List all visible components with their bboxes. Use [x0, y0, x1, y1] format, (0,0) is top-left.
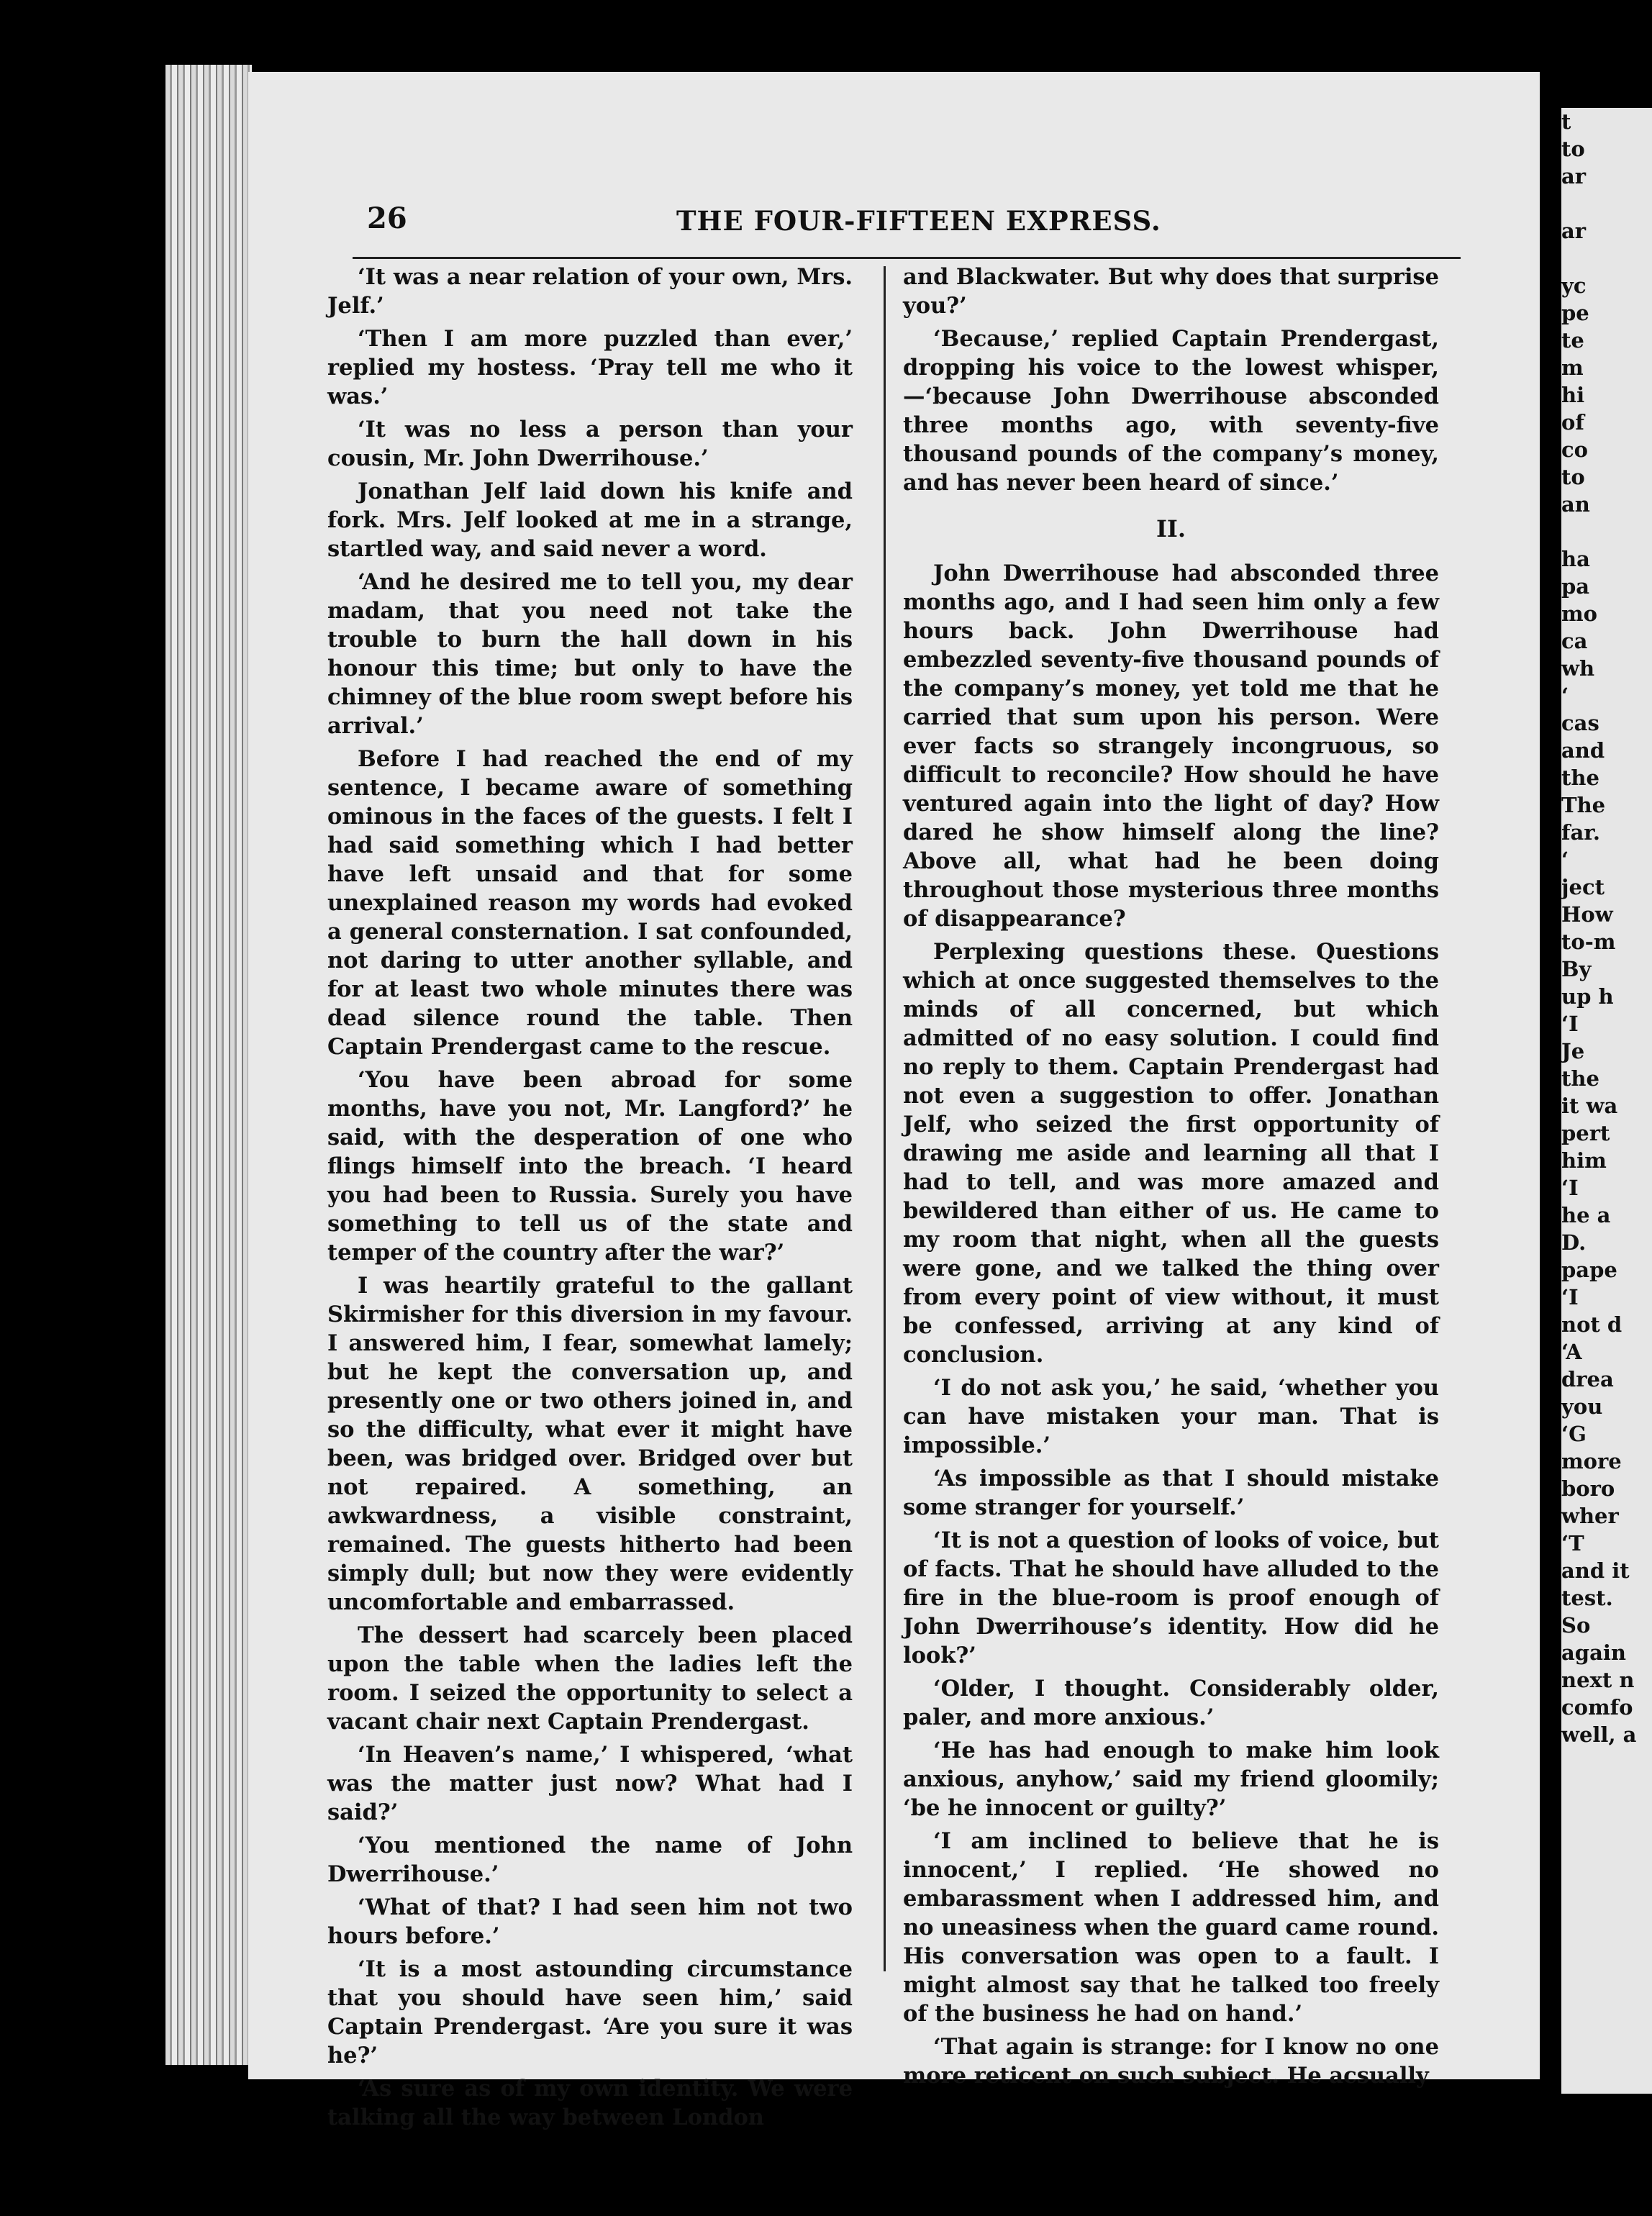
facing-page-fragment: and it: [1561, 1558, 1630, 1583]
facing-page-fragment: m: [1561, 355, 1584, 380]
header-rule: [353, 257, 1461, 259]
paragraph: ‘It is a most astounding circumstance that you should have seen him,’ said Captain Prendergast. ‘Are you sure it was he?’: [327, 1956, 853, 2069]
facing-page-fragment: yc: [1561, 273, 1587, 298]
facing-page-fragment: cas: [1561, 711, 1599, 735]
page-edges: [165, 65, 252, 2065]
facing-page-fragment: The: [1561, 793, 1606, 817]
right-column: [903, 263, 1439, 2094]
facing-page-fragment: ‘A: [1561, 1340, 1582, 1364]
paragraph: ‘It was a near relation of your own, Mrs. Jelf.’: [327, 264, 853, 319]
facing-page-fragment: By: [1561, 957, 1592, 981]
facing-page-fragment: up h: [1561, 984, 1614, 1009]
paragraph: Jonathan Jelf laid down his knife and fork. Mrs. Jelf looked at me in a strange, startled way, and said never a word.: [327, 478, 853, 562]
facing-page-fragment: to: [1561, 465, 1585, 489]
left-column: [327, 263, 853, 2136]
facing-page-fragment: to: [1561, 137, 1585, 161]
facing-page-fragment: ca: [1561, 629, 1588, 653]
facing-page-fragment: t: [1561, 109, 1571, 134]
facing-page-fragment: to-m: [1561, 930, 1616, 954]
paragraph: Before I had reached the end of my sentence, I became aware of something ominous in the faces of the guests. I felt I had said something which I had better have left unsaid and that for some unexplained reason my words had evoked a general consternation. I sat confounded, not daring to utter another syllable, and for at least two whole minutes there was dead silence round the table. Then Captain Prendergast came to the rescue.: [327, 746, 853, 1060]
paragraph: ‘What of that? I had seen him not two hours before.’: [327, 1894, 853, 1949]
paragraph: John Dwerrihouse had absconded three months ago, and I had seen him only a few hours back. John Dwerrihouse had embezzled seventy-five thousand pounds of the company’s money, yet told me that he carried that sum upon his person. Were ever facts so strangely incongruous, so difficult to reconcile? How should he have ventured again into the light of day? How dared he show himself along the line? Above all, what had he been doing throughout those mysterious three months of disappearance?: [903, 560, 1439, 932]
page-number: 26: [367, 201, 407, 235]
paragraph: I was heartily grateful to the gallant Skirmisher for this diversion in my favour. I answered him, I fear, somewhat lamely; but he kept the conversation up, and presently one or two others joined in, and so the difficulty, what ever it might have been, was bridged over. Bridged over but not repaired. A something, an awkwardness, a visible constraint, remained. The guests hitherto had been simply dull; but now they were evidently uncomfortable and embarrassed.: [327, 1273, 853, 1615]
facing-page-fragment: it wa: [1561, 1094, 1618, 1118]
column-rule: [884, 266, 886, 1971]
facing-page-fragment: ha: [1561, 547, 1590, 571]
facing-page-fragment: ‘: [1561, 848, 1569, 872]
paragraph: ‘Then I am more puzzled than ever,’ replied my hostess. ‘Pray tell me who it was.’: [327, 326, 853, 409]
facing-page-fragment: ‘I: [1561, 1012, 1579, 1036]
facing-page-fragment: you: [1561, 1394, 1603, 1419]
facing-page-fragment: ‘: [1561, 684, 1569, 708]
facing-page-fragment: the: [1561, 1066, 1599, 1091]
facing-page-fragment: te: [1561, 328, 1584, 353]
facing-page-fragment: [1561, 190, 1652, 217]
facing-page-fragment: ‘G: [1561, 1422, 1587, 1446]
paragraph: ‘And he desired me to tell you, my dear madam, that you need not take the trouble to burn the hall down in his honour this time; but only to have the chimney of the blue room swept before his arrival.’: [327, 569, 853, 739]
facing-page-fragment: [1561, 245, 1652, 272]
facing-page-fragment: the: [1561, 766, 1599, 790]
facing-page: [1561, 108, 1652, 2094]
paragraph: ‘It was no less a person than your cousin, Mr. John Dwerrihouse.’: [327, 417, 853, 471]
paragraph: ‘Because,’ replied Captain Prendergast, dropping his voice to the lowest whisper,—‘because John Dwerrihouse absconded three months ago, with seventy-five thousand pounds of the company’s money, and has never been heard of since.’: [903, 326, 1439, 496]
facing-page-fragment: mo: [1561, 601, 1598, 626]
facing-page-fragment: co: [1561, 437, 1589, 462]
paragraph: ‘As impossible as that I should mistake some stranger for yourself.’: [903, 1466, 1439, 1520]
facing-page-fragment: So: [1561, 1613, 1591, 1638]
facing-page-fragment: next n: [1561, 1668, 1635, 1692]
facing-page-fragment: ‘T: [1561, 1531, 1584, 1556]
facing-page-fragment: [1561, 518, 1652, 545]
facing-page-fragment: wh: [1561, 656, 1595, 681]
paragraph: ‘It is not a question of looks of voice, but of facts. That he should have alluded to the fire in the blue-room is proof enough of John Dwerrihouse’s identity. How did he look?’: [903, 1527, 1439, 1668]
page-header: [367, 201, 1439, 245]
facing-page-fragment: drea: [1561, 1367, 1614, 1391]
facing-page-fragment: hi: [1561, 383, 1585, 407]
facing-page-fragment: boro: [1561, 1476, 1615, 1501]
facing-page-fragment: ar: [1561, 164, 1587, 189]
facing-page-fragment: him: [1561, 1148, 1607, 1173]
facing-page-fragment: ‘I: [1561, 1285, 1579, 1309]
facing-page-fragment: comfo: [1561, 1695, 1633, 1720]
facing-page-fragment: pape: [1561, 1258, 1617, 1282]
paragraph: ‘I do not ask you,’ he said, ‘whether you can have mistaken your man. That is impossible.’: [903, 1375, 1439, 1458]
facing-page-fragment: far.: [1561, 820, 1600, 845]
facing-page-fragment: an: [1561, 492, 1590, 517]
paragraph: and Blackwater. But why does that surprise you?’: [903, 264, 1439, 319]
facing-page-fragment: Je: [1561, 1039, 1585, 1063]
facing-page-fragment: D.: [1561, 1230, 1587, 1255]
facing-page-fragment: wher: [1561, 1504, 1619, 1528]
facing-page-fragment: ‘I: [1561, 1176, 1579, 1200]
facing-page-fragment: test.: [1561, 1586, 1613, 1610]
facing-page-fragment: pert: [1561, 1121, 1610, 1145]
facing-page-fragment: well, a: [1561, 1722, 1637, 1747]
facing-page-fragment: pa: [1561, 574, 1590, 599]
facing-page-fragment: pe: [1561, 301, 1589, 325]
paragraph: ‘You mentioned the name of John Dwerrihouse.’: [327, 1833, 853, 1887]
facing-page-fragment: not d: [1561, 1312, 1622, 1337]
facing-page-fragment: of: [1561, 410, 1584, 435]
paragraph: ‘Older, I thought. Considerably older, paler, and more anxious.’: [903, 1676, 1439, 1730]
paragraph: Perplexing questions these. Questions which at once suggested themselves to the minds of all concerned, but which admitted of no easy solution. I could find no reply to them. Captain Prendergast had not even a suggestion to offer. Jonathan Jelf, who seized the first opportunity of drawing me aside and learning all that I had to tell, and was more amazed and bewildered than either of us. He came to my room that night, when all the guests were gone, and we talked the thing over from every point of view without, it must be confessed, arriving at any kind of conclusion.: [903, 939, 1439, 1368]
facing-page-fragment: How: [1561, 902, 1613, 927]
running-title: THE FOUR-FIFTEEN EXPRESS.: [676, 205, 1161, 237]
paragraph: ‘He has had enough to make him look anxious, anyhow,’ said my friend gloomily; ‘be he innocent or guilty?’: [903, 1738, 1439, 1821]
facing-page-fragment: more: [1561, 1449, 1622, 1473]
paragraph: ‘I am inclined to believe that he is innocent,’ I replied. ‘He showed no embarassment when I addressed him, and no uneasiness when the guard came round. His conversation was open to a fault. I might almost say that he talked too freely of the business he had on hand.’: [903, 1828, 1439, 2027]
facing-page-fragment: and: [1561, 738, 1605, 763]
facing-page-fragment: ject: [1561, 875, 1605, 899]
facing-page-fragment: again: [1561, 1640, 1626, 1665]
scan-border-left: [0, 0, 165, 2216]
paragraph: ‘You have been abroad for some months, have you not, Mr. Langford?’ he said, with the desperation of one who flings himself into the breach. ‘I heard you had been to Russia. Surely you have something to tell us of the state and temper of the country after the war?’: [327, 1067, 853, 1266]
paragraph: ‘As sure as of my own identity. We were talking all the way between London: [327, 2076, 853, 2130]
facing-page-fragment: ar: [1561, 219, 1587, 243]
section-heading: II.: [1156, 515, 1186, 542]
paragraph: ‘That again is strange: for I know no one more reticent on such subject. He acsually: [903, 2034, 1439, 2089]
paragraph: The dessert had scarcely been placed upon the table when the ladies left the room. I seized the opportunity to select a vacant chair next Captain Prendergast.: [327, 1622, 853, 1735]
paragraph: ‘In Heaven’s name,’ I whispered, ‘what was the matter just now? What had I said?’: [327, 1742, 853, 1825]
facing-page-fragment: he a: [1561, 1203, 1611, 1227]
